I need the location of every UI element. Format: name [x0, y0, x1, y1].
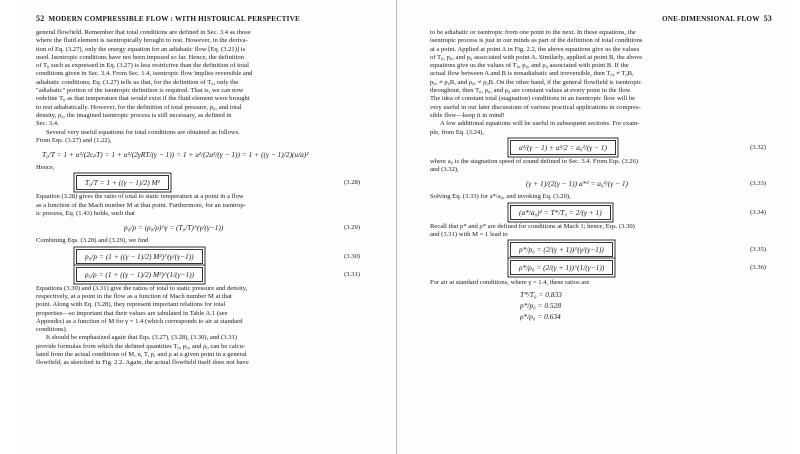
text-line: From Eqs. (3.27) and (1.22), — [36, 136, 112, 144]
text-line: Recall that p* and ρ* are defined for conditions at Mach 1; hence, Eqs. (3.30) — [430, 222, 635, 230]
text-line: Several very useful equations for total conditions are obtained as follows. — [46, 128, 240, 136]
equation-text: p₀/p = (ρ₀/ρ)^γ = (T₀/T)^(γ/(γ−1)) — [124, 223, 224, 233]
equation-3-32 — [430, 140, 772, 155]
equation-number: (3.31) — [344, 270, 360, 278]
text-line: conditions given in Sec. 3.4. From Sec. 1.4, isentropic flow implies reversible and — [36, 70, 253, 78]
solving-text: Solving Eq. (3.33) for a*/a₀, and invoking Eq. (3.20), — [430, 193, 571, 201]
text-line: properties—so important that their values are tabulated in Table A.1 (see — [36, 309, 228, 317]
text-line: flowfield, as sketched in Fig. 2.2. Again, the actual flowfield itself does not have — [36, 359, 249, 367]
equation-number: (3.35) — [750, 246, 766, 254]
text-line: conditions). — [36, 326, 68, 334]
text-line: as a function of the Mach number M at that point. Furthermore, for an isentrop- — [36, 201, 246, 209]
text-line: sible flow—keep it in mind! — [430, 111, 505, 119]
equation-number: (3.32) — [750, 143, 766, 151]
equation-number: (3.36) — [750, 264, 766, 272]
right-para-4 — [430, 223, 772, 240]
right-page — [406, 0, 788, 454]
page-gutter — [396, 0, 397, 454]
left-para-3 — [36, 193, 366, 218]
text-line: Equation (3.28) gives the ratio of total to static temperature at a point in a flow — [36, 193, 244, 201]
text-line: ple, from Eq. (3.24), — [430, 128, 485, 136]
right-para-2 — [430, 120, 772, 137]
text-line: and (3.31) with M = 1 lead to — [430, 231, 508, 239]
equation-3-35 — [430, 242, 772, 257]
text-line: where a₀ is the stagnation speed of sound defined in Sec. 3.4. From Eqs. (3.26) — [430, 157, 638, 165]
text-line: density, ρ₀, the imagined isentropic process is still necessary, as defined in — [36, 111, 232, 119]
equation-text: (γ + 1)/(2(γ − 1)) a*² = a₀²/(γ − 1) — [526, 179, 628, 189]
combining-text: Combining Eqs. (3.28) and (3.29), we find — [36, 237, 149, 245]
left-page-number: 52 — [36, 14, 45, 23]
text-line: redefine T₀ as that temperature that would exist if the fluid element were brought — [36, 95, 250, 103]
ratio-list — [520, 290, 772, 321]
text-line: The idea of constant total (stagnation) conditions in an isentropic flow will be — [430, 95, 636, 103]
left-running-head — [36, 14, 366, 23]
text-line: equations give us the values of T₀, p₀, and ρ₀ associated with point B. If the — [430, 62, 629, 70]
text-line: general flowfield. Remember that total conditions are defined in Sec. 3.4 as those — [36, 29, 251, 36]
boxed-equation: (a*/a₀)² = T*/T₀ = 2/(γ + 1) — [510, 205, 611, 220]
left-para-4 — [36, 285, 366, 335]
boxed-equation: T₀/T = 1 + ((γ − 1)/2) M² — [76, 175, 169, 190]
equation-number: (3.34) — [750, 208, 766, 216]
ratio-temperature: T*/T₀ = 0.833 — [520, 289, 562, 299]
equation-3-36 — [430, 260, 772, 275]
text-line: used. Isentropic conditions have not been imposed so far. Hence, the definition — [36, 53, 245, 61]
equation-3-31 — [36, 267, 366, 282]
equation-number: (3.29) — [344, 224, 360, 232]
boxed-equation: ρ₀/ρ = (1 + ((γ − 1)/2) M²)^(1/(γ−1)) — [76, 267, 203, 282]
hence-text: Hence, — [36, 164, 55, 172]
text-line: A few additional equations will be useful in subsequent sections. For exam- — [440, 120, 640, 128]
text-line: Sec. 3.4. — [36, 120, 59, 128]
equation-3-33 — [430, 177, 772, 190]
text-line: at a point. Applied at point A in Fig. 2.2, the above equations give us the values — [430, 45, 640, 53]
equation-3-30 — [36, 249, 366, 264]
left-page — [16, 0, 386, 454]
text-line: point. Along with Eq. (3.28), they represent important relations for total — [36, 301, 226, 309]
equation-number: (3.30) — [344, 252, 360, 260]
boxed-equation: p₀/p = (1 + ((γ − 1)/2) M²)^(γ/(γ−1)) — [76, 249, 203, 264]
boxed-equation: p*/p₀ = (2/(γ + 1))^(γ/(γ−1)) — [510, 242, 613, 257]
text-line: provide formulas from which the defined quantities T₀, p₀, and ρ₀ can be calcu- — [36, 342, 246, 350]
text-line: "adiabatic" portion of the isentropic definition is required. That is, we can now — [36, 87, 244, 95]
ratio-density: ρ*/ρ₀ = 0.634 — [520, 311, 561, 321]
text-line: and (3.32), — [430, 166, 459, 174]
text-line: Equations (3.30) and (3.31) give the ratios of total to static pressure and density, — [36, 284, 248, 292]
text-line: p₀ₐ ≠ p₀B, and ρ₀ₐ ≠ ρ₀B. On the other hand, if the general flowfield is isentropic — [430, 78, 642, 86]
right-header-title: ONE-DIMENSIONAL FLOW — [661, 15, 760, 23]
boxed-equation: a²/(γ − 1) + u²/2 = a₀²/(γ − 1) — [510, 140, 616, 155]
text-line: adiabatic conditions; Eq. (3.27) tells us that, for the definition of T₀, only the — [36, 78, 239, 86]
right-para-1 — [430, 29, 772, 120]
left-header-title: MODERN COMPRESSIBLE FLOW : WITH HISTORICAL PERSPECTIVE — [48, 15, 301, 23]
right-running-head — [430, 14, 772, 23]
text-line: tion of Eq. (3.27), only the energy equation for an adiabatic flow [Eq. (3.21)] is — [36, 45, 246, 53]
equation-number: (3.28) — [344, 179, 360, 187]
left-para-1 — [36, 29, 366, 129]
equation-number: (3.33) — [750, 180, 766, 188]
equation-expanded — [36, 148, 366, 161]
text-line: actual flow between A and B is nonadiabatic and irreversible, then T₀ₐ ≠ T₀B, — [430, 70, 634, 78]
boxed-equation: ρ*/ρ₀ = (2/(γ + 1))^(1/(γ−1)) — [510, 260, 613, 275]
left-para-2 — [36, 129, 366, 146]
equation-text: T₀/T = 1 + u²/(2cₚT) = 1 + u²/(2γRT/(γ − 1)) = 1 + u²/(2a²/(γ − 1)) = 1 + ((γ − 1)/2)(u/a)² — [42, 150, 309, 160]
left-para-5 — [36, 334, 366, 367]
text-line: Appendix) as a function of M for γ = 1.4 (which corresponds to air at standard — [36, 317, 243, 325]
text-line: where the fluid element is isentropically brought to rest. However, in the deriva- — [36, 37, 248, 45]
text-line: of T₀ such as expressed in Eq. (3.27) is less restrictive than the definition of total — [36, 62, 249, 70]
text-line: very useful in our later discussions of various practical applications in compres- — [430, 103, 641, 111]
text-line: isentropic process is just in our minds as part of the definition of total conditions — [430, 37, 643, 45]
text-line: respectively, at a point in the flow as a function of Mach number M at that — [36, 292, 232, 300]
ratio-pressure: p*/p₀ = 0.528 — [520, 300, 562, 310]
text-line: ic process, Eq. (1.43) holds, such that — [36, 210, 135, 218]
right-page-number: 53 — [763, 14, 772, 23]
text-line: It should be emphasized again that Eqs. (3.27), (3.28), (3.30), and (3.31) — [46, 334, 237, 342]
equation-3-34 — [430, 205, 772, 220]
text-line: to be adiabatic or isentropic from one point to the next. In these equations, the — [430, 29, 636, 36]
air-conditions-text: For air at standard conditions, where γ = 1.4, these ratios are — [430, 279, 590, 287]
equation-3-29 — [36, 221, 366, 234]
text-line: throughout, then T₀, p₀, and ρ₀ are constant values at every point in the flow. — [430, 87, 632, 95]
right-para-3 — [430, 158, 772, 175]
text-line: to rest adiabatically. However, for the definition of total pressure, p₀, and total — [36, 103, 242, 111]
text-line: of T₀, p₀, and ρ₀ associated with point A. Similarly, applied at point B, the above — [430, 53, 643, 61]
equation-3-28 — [36, 175, 366, 190]
text-line: lated from the actual conditions of M, u, T, p, and ρ at a given point in a general — [36, 351, 247, 359]
